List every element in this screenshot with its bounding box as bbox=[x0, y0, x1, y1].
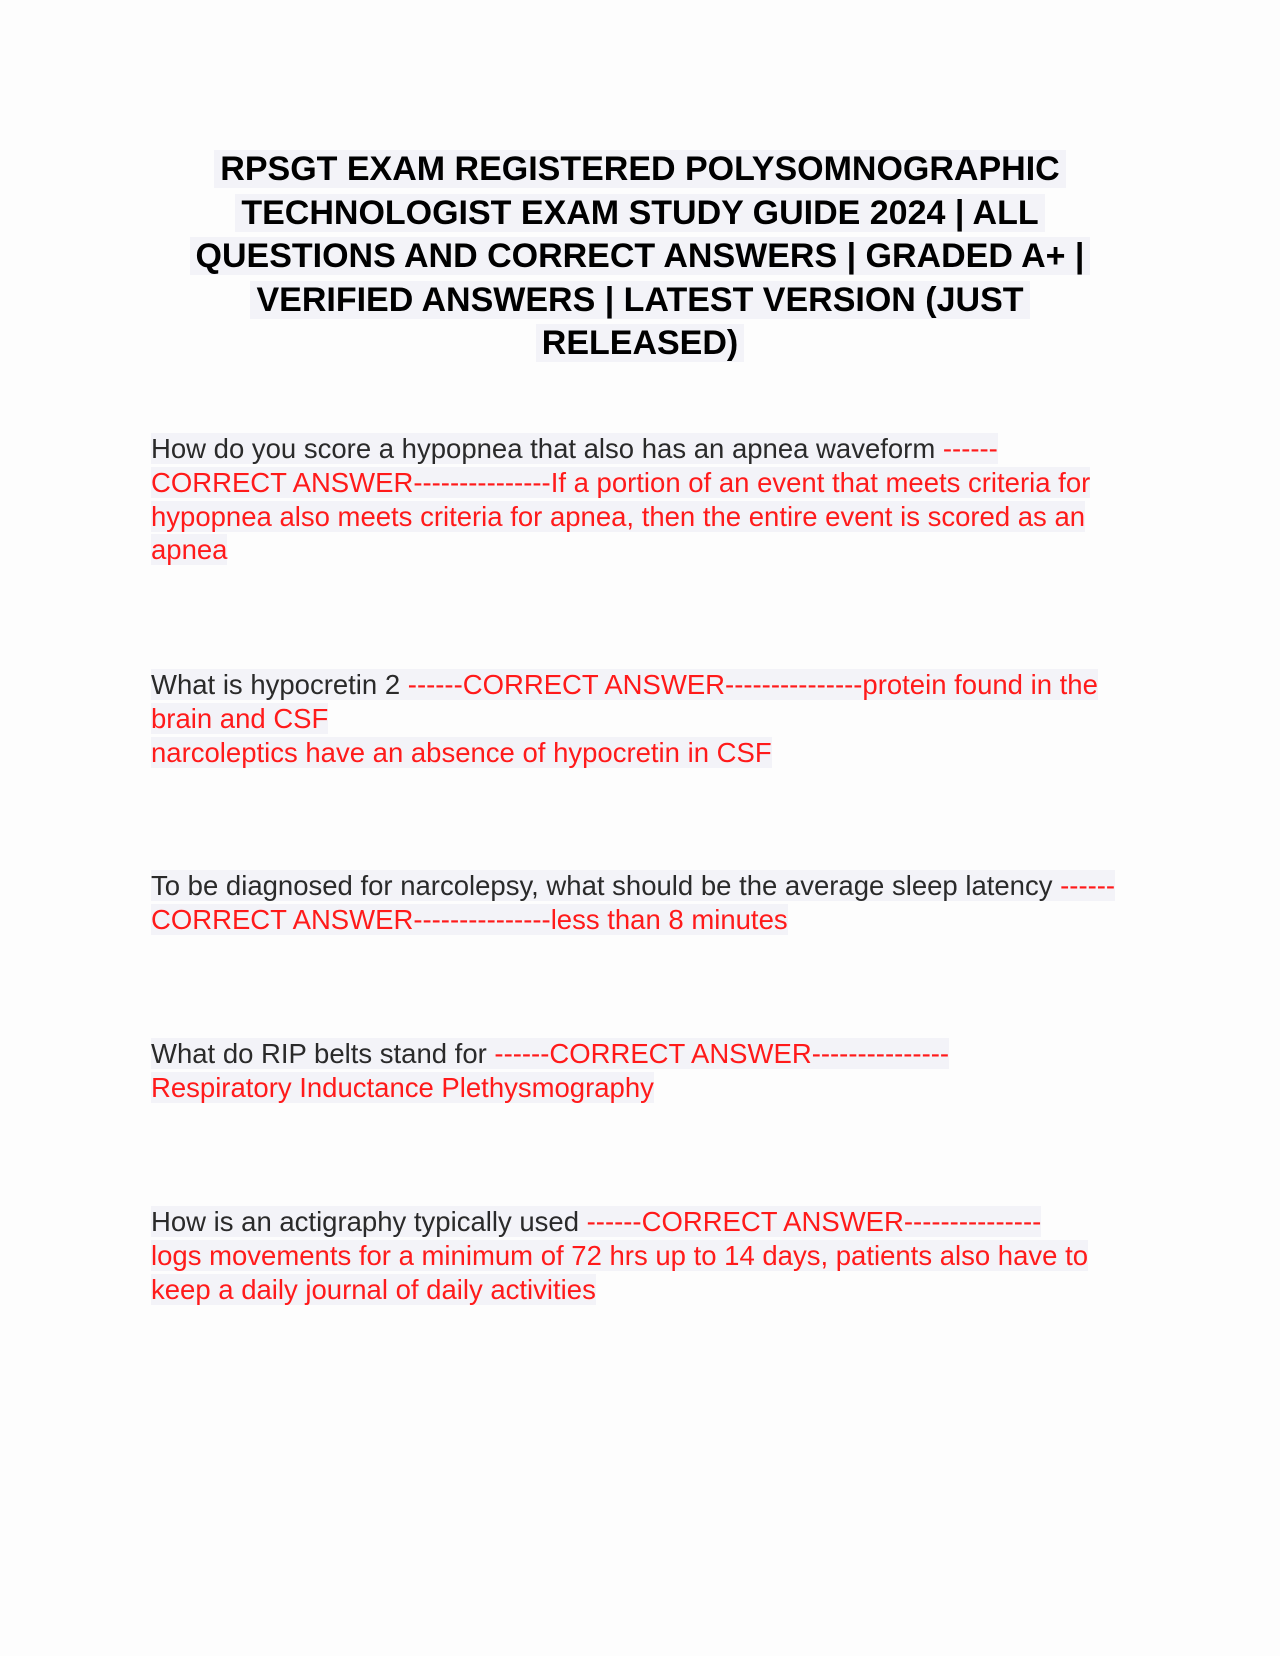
question-text: How is an actigraphy typically used bbox=[151, 1206, 579, 1237]
question-text: To be diagnosed for narcolepsy, what should be the average sleep latency bbox=[151, 870, 1053, 901]
qa-item bbox=[151, 869, 1131, 937]
correct-answer-label: CORRECT ANSWER bbox=[549, 1038, 812, 1069]
separator-prefix: ------ bbox=[407, 669, 463, 700]
answer-extra-text: narcoleptics have an absence of hypocretin in CSF bbox=[151, 736, 772, 768]
qa-item bbox=[151, 668, 1131, 769]
answer-text: protein found in the brain and CSF bbox=[151, 669, 1098, 734]
qa-item bbox=[151, 432, 1131, 567]
separator-prefix: ------ bbox=[1060, 870, 1116, 901]
separator-prefix: ------ bbox=[494, 1038, 550, 1069]
qa-item bbox=[151, 1205, 1131, 1306]
separator-suffix: --------------- bbox=[413, 903, 551, 935]
separator-prefix: ------ bbox=[942, 433, 998, 464]
correct-answer-label: CORRECT ANSWER bbox=[641, 1206, 904, 1237]
separator-suffix: --------------- bbox=[903, 1206, 1042, 1237]
separator-suffix: --------------- bbox=[811, 1038, 950, 1069]
qa-item bbox=[151, 1037, 1131, 1105]
separator-prefix: ------ bbox=[586, 1206, 642, 1237]
answer-text: Respiratory Inductance Plethysmography bbox=[151, 1071, 654, 1103]
correct-answer-label: CORRECT ANSWER bbox=[151, 903, 414, 935]
answer-text: less than 8 minutes bbox=[550, 903, 788, 935]
separator-suffix: --------------- bbox=[413, 466, 551, 498]
question-text: How do you score a hypopnea that also has an apnea waveform bbox=[151, 433, 936, 464]
document-title bbox=[150, 148, 1130, 366]
document-title-text: RPSGT EXAM REGISTERED POLYSOMNOGRAPHIC TECHNOLOGIST EXAM STUDY GUIDE 2024 | ALL QUESTIONS AND CORRECT ANSWERS | GRADED A+ | VERIFIED ANSWERS | LATEST VERSION (JUST RELEASED) bbox=[190, 150, 1091, 362]
question-text: What do RIP belts stand for bbox=[151, 1038, 487, 1069]
separator-suffix: --------------- bbox=[725, 669, 863, 700]
question-text: What is hypocretin 2 bbox=[151, 669, 401, 700]
answer-text: If a portion of an event that meets criteria for hypopnea also meets criteria for apnea, then the entire event is scored as an apnea bbox=[151, 466, 1091, 566]
correct-answer-label: CORRECT ANSWER bbox=[151, 466, 414, 498]
correct-answer-label: CORRECT ANSWER bbox=[462, 669, 726, 700]
answer-text: logs movements for a minimum of 72 hrs up to 14 days, patients also have to keep a daily journal of daily activities bbox=[151, 1239, 1089, 1305]
